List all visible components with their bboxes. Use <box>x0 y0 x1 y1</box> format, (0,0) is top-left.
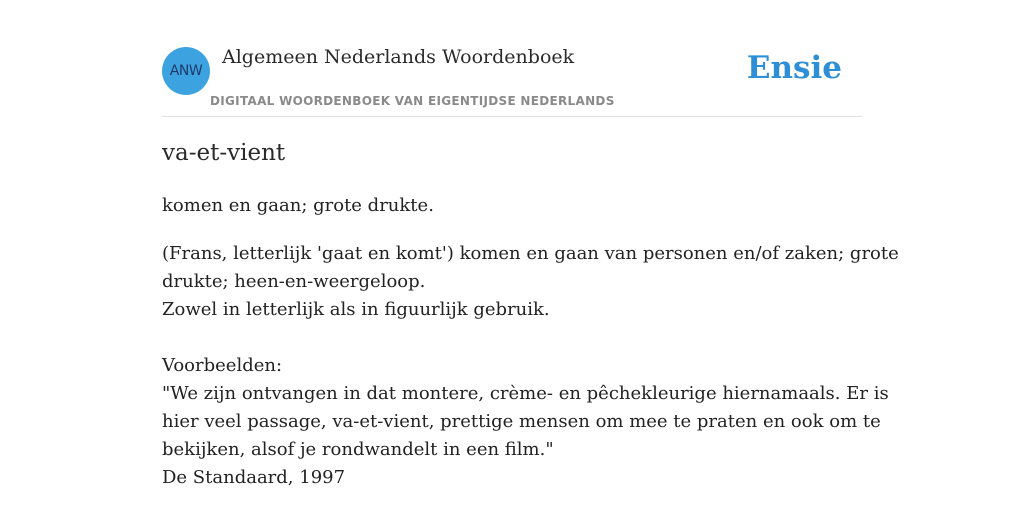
entry-body <box>162 240 899 492</box>
site-header <box>162 0 862 117</box>
site-subtitle: DIGITAAL WOORDENBOEK VAN EIGENTIJDSE NEDERLANDS <box>210 94 615 108</box>
short-definition: komen en gaan; grote drukte. <box>162 195 434 216</box>
example-line: "We zijn ontvangen in dat montere, crème- en pêchekleurige hiernamaals. Er is <box>162 383 889 404</box>
definition-line: drukte; heen-en-weergeloop. <box>162 271 426 292</box>
anw-logo-text: ANW <box>169 63 203 79</box>
definition-line: Zowel in letterlijk als in figuurlijk gebruik. <box>162 299 550 320</box>
entry-headword: va-et-vient <box>162 140 286 166</box>
example-source: De Standaard, 1997 <box>162 467 346 488</box>
example-line: hier veel passage, va-et-vient, prettige mensen om mee te praten en ook om te <box>162 411 881 432</box>
ensie-brand-link[interactable]: Ensie <box>746 50 842 86</box>
example-line: bekijken, alsof je rondwandelt in een film." <box>162 439 554 460</box>
anw-logo[interactable] <box>162 47 210 95</box>
spacer <box>162 324 862 352</box>
site-title[interactable]: Algemeen Nederlands Woordenboek <box>222 46 575 68</box>
examples-heading: Voorbeelden: <box>162 355 283 376</box>
definition-line: (Frans, letterlijk 'gaat en komt') komen en gaan van personen en/of zaken; grote <box>162 243 899 264</box>
